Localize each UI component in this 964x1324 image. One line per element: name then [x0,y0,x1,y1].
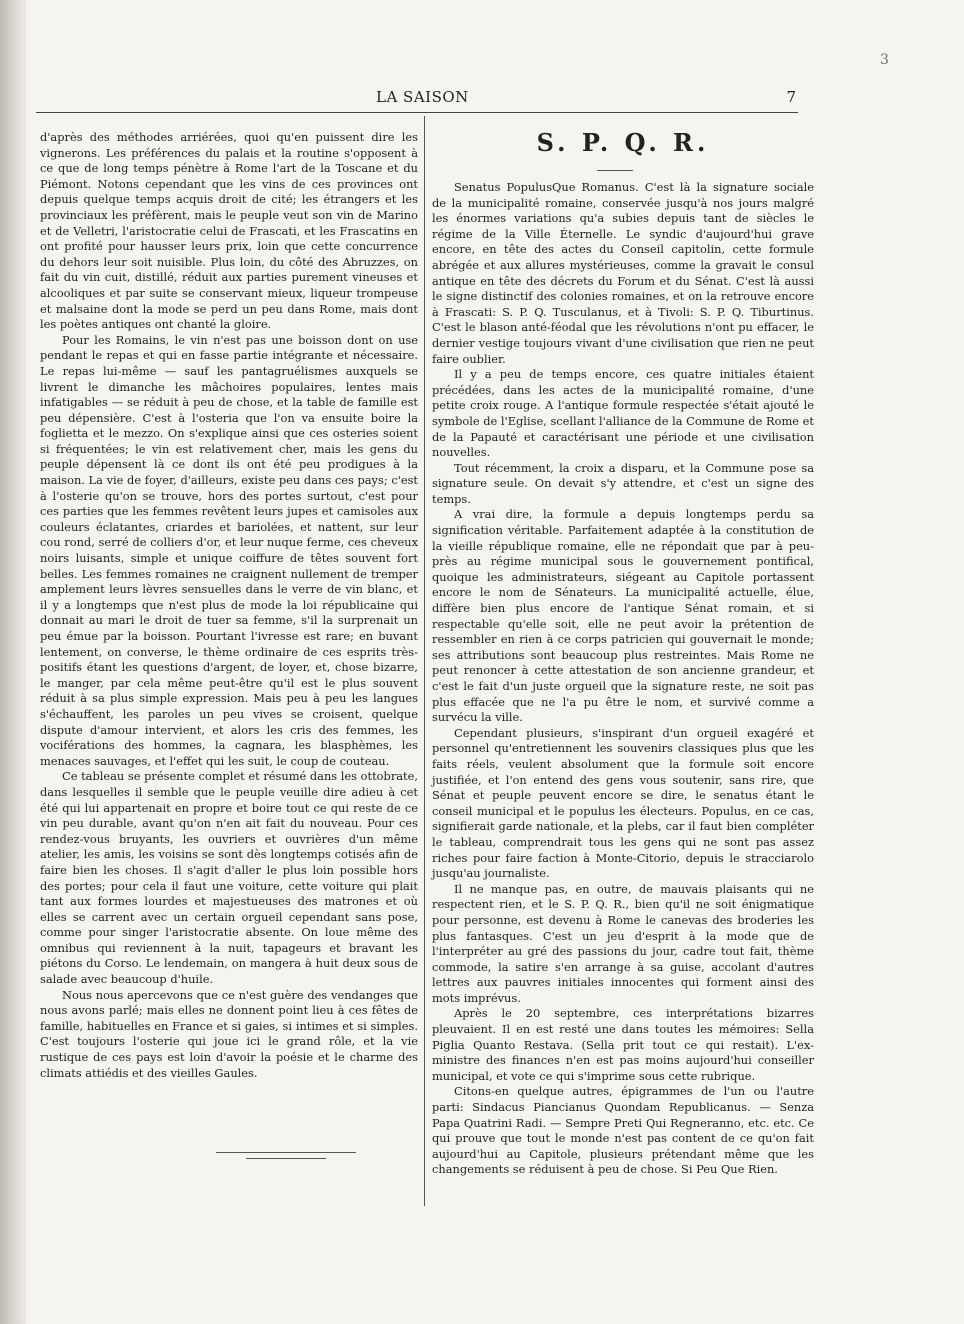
paragraph: Tout récemment, la croix a disparu, et la Commune pose sa signature seule. On devait s'y attendre, et c'est un signe des temps. [432,460,814,506]
paragraph: Pour les Romains, le vin n'est pas une boisson dont on use pendant le repas et qui en fasse partie intégrante et nécessaire. Le repas lui-même — sauf les pantagruélismes auxquels se livrent le dimanche les mâchoires populaires, lentes mais infatigables — se réduit à peu de chose, et la table de famille est peu dépensière. C'est à l'osteria que l'on va ensuite boire la foglietta et le mezzo. On s'explique ainsi que ces osteries soient si fréquentées; le vin est relativement cher, mais les gens du peuple dépensent là ce dont ils ont été peu prodigues à la maison. La vie de foyer, d'ailleurs, existe peu dans ces pays; c'est à l'osterie qu'on se trouve, hors des portes surtout, c'est pour ces parties que les femmes revêtent leurs jupes et camisoles aux couleurs éclatantes, criardes et bariolées, et nattent, sur leur cou rond, serré de colliers d'or, et leur nuque ferme, ces cheveux noirs luisants, simple et unique coiffure de têtes souvent fort belles. Les femmes romaines ne craignent nullement de tremper amplement leurs lèvres sensuelles dans le verre de vin blanc, et il y a longtemps que n'est plus de mode la loi républicaine qui donnait au mari le droit de tuer sa femme, s'il la surprenait un peu émue par la boisson. Pourtant l'ivresse est rare; en buvant lentement, on converse, le thème ordinaire de ces esprits très-positifs étant les questions d'argent, de loyer, et, chose bizarre, le manger, par cela même peut-être qu'il est le plus souvent réduit à sa plus simple expression. Mais peu à peu les langues s'échauffent, les paroles un peu vives se croisent, quelque dispute d'amour intervient, et alors les cris des femmes, les vociférations des hommes, la cagnara, les blasphèmes, les menaces sauvages, et l'effet qui les suit, le coup de couteau. [40,332,418,768]
paragraph: Il y a peu de temps encore, ces quatre initiales étaient précédées, dans les actes de la municipalité romaine, d'une petite croix rouge. A l'antique formule respectée s'était ajouté le symbole de l'Eglise, scellant l'alliance de la Commune de Rome et de la Papauté et caractérisant une période et une civilisation nouvelles. [432,367,814,460]
paragraph: Ce tableau se présente complet et résumé dans les ottobrate, dans lesquelles il semble que le peuple veuille dire adieu à cet été qui lui appartenait en propre et boire tout ce qui reste de ce vin peu durable, avant qu'on n'en ait fait du nouveau. Pour ces rendez-vous bruyants, les ouvriers et ouvrières d'un même atelier, les amis, les voisins se sont dès longtemps cotisés afin de faire bien les choses. Il s'agit d'aller le plus loin possible hors des portes; pour cela il faut une voiture, cette voiture qui plait tant aux formes lourdes et majestueuses des matrones et où elles se carrent avec un certain orgueil cependant sans pose, comme pour singer l'aristocratie absente. On loue même des omnibus qui reviennent à la nuit, tapageurs et bravant les piétons du Corso. Le lendemain, on mangera à huit deux sous de salade avec beaucoup d'huile. [40,769,418,987]
section-end-rule [246,1158,326,1159]
header-rule [36,112,798,113]
paragraph: Cependant plusieurs, s'inspirant d'un orgueil exagéré et personnel qu'entretiennent les souvenirs classiques plus que les faits réels, veulent absolument que la formule soit encore justifiée, et l'on entend des gens vous soutenir, sans rire, que Sénat et peuple peuvent encore se dire, le senatus étant le conseil municipal et le populus les électeurs. Populus, en ce cas, signifierait garde nationale, et la plebs, car il faut bien compléter le tableau, comprendrait tous les gens qui ne sont pas assez riches pour faire faction à Monte-Citorio, depuis le stracciarolo jusqu'au journaliste. [432,725,814,881]
paragraph: A vrai dire, la formule a depuis longtemps perdu sa signification véritable. Parfaitement adaptée à la constitution de la vieille république romaine, elle ne répondait que par à peu-près au régime municipal sous le gouvernement pontifical, quoique les administrateurs, siégeant au Capitole portassent encore le nom de Sénateurs. La municipalité actuelle, élue, diffère bien plus encore de l'antique Sénat romain, et si respectable qu'elle soit, elle ne peut avoir la prétention de ressembler en rien à ce corps patricien qui gouvernait le monde; ses attributions sont beaucoup plus restreintes. Mais Rome ne peut renoncer à cette attestation de son ancienne grandeur, et c'est le fait d'un juste orgueil que la signature reste, ne soit pas plus effacée que ne l'a pu être le nom, et survivé comme a survécu la ville. [432,507,814,725]
column-divider [424,116,425,1206]
paragraph: d'après des méthodes arriérées, quoi qu'en puissent dire les vignerons. Les préférences du palais et la routine s'opposent à ce que de long temps pénètre à Rome l'art de la Toscane et du Piémont. Notons cependant que les vins de ces provinces ont depuis quelque temps acquis droit de cité; les étrangers et les provinciaux les préfèrent, mais le peuple veut son vin de Marino et de Velletri, l'aristocratie celui de Frascati, et les Frascatins en ont profité pour hausser leurs prix, loin que cette concurrence du dehors leur soit nuisible. Plus loin, du côté des Abruzzes, on fait du vin cuit, distillé, réduit aux parties purement vineuses et alcooliques et par suite se conservant mieux, liqueur trompeuse et malsaine dont la mode se perd un peu dans Rome, mais dont les poètes antiques ont chanté la gloire. [40,130,418,332]
paragraph: Nous nous apercevons que ce n'est guère des vendanges que nous avons parlé; mais elles ne donnent point lieu à ces fêtes de famille, habituelles en France et si gaies, si intimes et si simples. C'est toujours l'osterie qui joue ici le grand rôle, et la vie rustique de ces pays est loin d'avoir la poésie et le charme des climats attiédis et des vieilles Gaules. [40,987,418,1080]
left-column [40,130,418,1081]
article-title: S. P. Q. R. [536,128,710,157]
section-end-rule [216,1152,356,1153]
journal-title: LA SAISON [376,88,469,106]
binding-edge [0,0,26,1324]
paragraph: Citons-en quelque autres, épigrammes de l'un ou l'autre parti: Sindacus Piancianus Quondam Republicanus. — Senza Papa Quatrini Radi. — Sempre Preti Qui Regneranno, etc. etc. Ce qui prouve que tout le monde n'est pas content de ce qu'on fait aujourd'hui au Capitole, plusieurs prétendant même que les changements se réduisent à peu de chose. Si Peu Que Rien. [432,1084,814,1177]
page-corner-mark: 3 [880,52,889,68]
title-rule [597,170,633,171]
running-header [36,88,796,110]
paragraph: Senatus PopulusQue Romanus. C'est là la signature sociale de la municipalité romaine, conservée jusqu'à nos jours malgré les énormes variations qu'a subies depuis tant de siècles le régime de la Ville Éternelle. Le syndic d'aujourd'hui grave encore, en tête des actes du Conseil capitolin, cette formule abrégée et aux allures mystérieuses, comme la gravait le consul antique en tête des décrets du Forum et du Sénat. C'est là aussi le signe distinctif des colonies romaines, et on la retrouve encore à Frascati: S. P. Q. Tusculanus, et à Tivoli: S. P. Q. Tiburtinus. C'est le blason anté-féodal que les révolutions n'ont pu effacer, le dernier vestige toujours vivant d'une civilisation que rien ne peut faire oublier. [432,180,814,366]
paragraph: Il ne manque pas, en outre, de mauvais plaisants qui ne respectent rien, et le S. P. Q. R., bien qu'il ne soit énigmatique pour personne, est devenu à Rome le canevas des broderies les plus fantasques. C'est un jeu d'esprit à la mode que de l'interpréter au gré des passions du jour, cadre tout fait, thème commode, la satire s'en arrange à sa guise, accolant d'autres lettres aux pauvres initiales innocentes qui forment ainsi des mots imprévus. [432,881,814,1005]
paragraph: Après le 20 septembre, ces interprétations bizarres pleuvaient. Il en est resté une dans toutes les mémoires: Sella Piglia Quanto Restava. (Sella prit tout ce qui restait). L'ex-ministre des finances n'en est pas moins aujourd'hui conseiller municipal, et vote ce qui s'imprime sous cette rubrique. [432,1006,814,1083]
right-column [432,180,814,1178]
page-number: 7 [786,88,796,106]
